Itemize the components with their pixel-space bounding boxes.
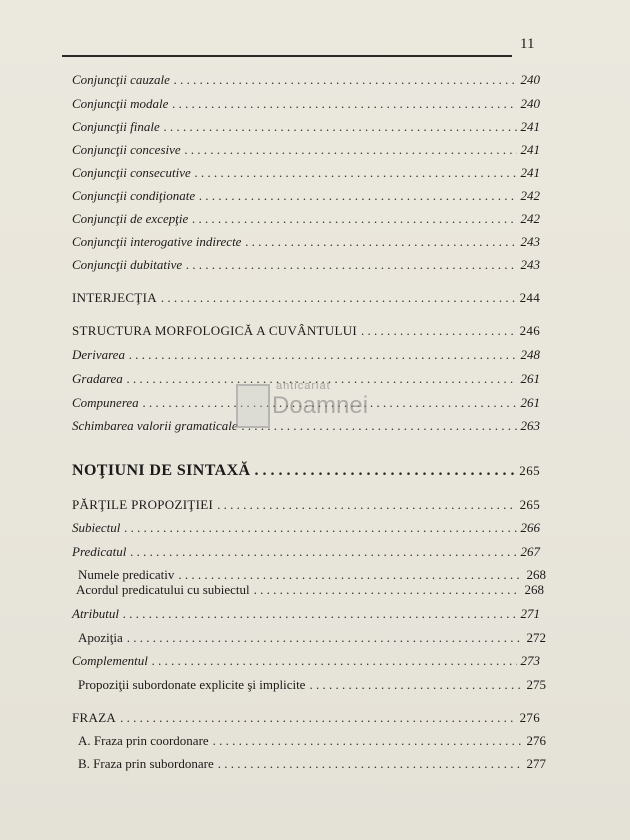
- toc-subentry: Propoziţii subordonate explicite şi implicite . . . 275: [72, 677, 546, 693]
- toc-entry: Schimbarea valorii gramaticale . . . 263: [72, 418, 540, 434]
- toc-subentry: Acordul predicatului cu subiectul . . . 268: [72, 582, 544, 598]
- toc-section: STRUCTURA MORFOLOGICĂ A CUVÂNTULUI . . . 246: [72, 323, 540, 339]
- toc-section: FRAZA . . . 276: [72, 710, 540, 726]
- toc-subentry: B. Fraza prin subordonare . . . 277: [72, 756, 546, 772]
- toc-entry: Conjuncţii concesive . . . 241: [72, 142, 540, 158]
- toc-entry: Conjuncţii de excepţie . . . 242: [72, 211, 540, 227]
- toc-entry: Conjuncţii interogative indirecte . . . 243: [72, 234, 540, 250]
- toc-section: INTERJECŢIA . . . 244: [72, 290, 540, 306]
- toc-subentry: Apoziţia . . . 272: [72, 630, 546, 646]
- toc-subentry: Numele predicativ . . . 268: [72, 567, 546, 583]
- header-rule: [62, 55, 512, 57]
- toc-entry: Derivarea . . . 248: [72, 347, 540, 363]
- toc-entry: Complementul . . . 273: [72, 653, 540, 669]
- toc-entry: Conjuncţii condiţionate . . . 242: [72, 188, 540, 204]
- toc-entry: Conjuncţii dubitative . . . 243: [72, 257, 540, 273]
- watermark-logo: [236, 378, 436, 438]
- book-stack-icon: [236, 384, 270, 428]
- toc-entry: Gradarea . . . 261: [72, 371, 540, 387]
- toc-section: PĂRŢILE PROPOZIŢIEI . . . 265: [72, 497, 540, 513]
- watermark-big-text: Doamnei: [272, 392, 369, 419]
- toc-subentry: A. Fraza prin coordonare . . . 276: [72, 733, 546, 749]
- page-number: 11: [520, 36, 535, 52]
- watermark-small-text: anticariat: [276, 380, 331, 392]
- toc-part-heading: NOŢIUNI DE SINTAXĂ . . . 265: [72, 462, 540, 480]
- toc-entry: Predicatul . . . 267: [72, 544, 540, 560]
- toc-entry: Conjuncţii consecutive . . . 241: [72, 165, 540, 181]
- toc-entry: Compunerea . . . 261: [72, 395, 540, 411]
- toc-entry: Conjuncţii finale . . . 241: [72, 119, 540, 135]
- toc-entry: Conjuncţii modale . . . 240: [72, 96, 540, 112]
- toc-entry: Conjuncţii cauzale . . . 240: [72, 72, 540, 88]
- toc-entry: Subiectul . . . 266: [72, 520, 540, 536]
- toc-entry: Atributul . . . 271: [72, 606, 540, 622]
